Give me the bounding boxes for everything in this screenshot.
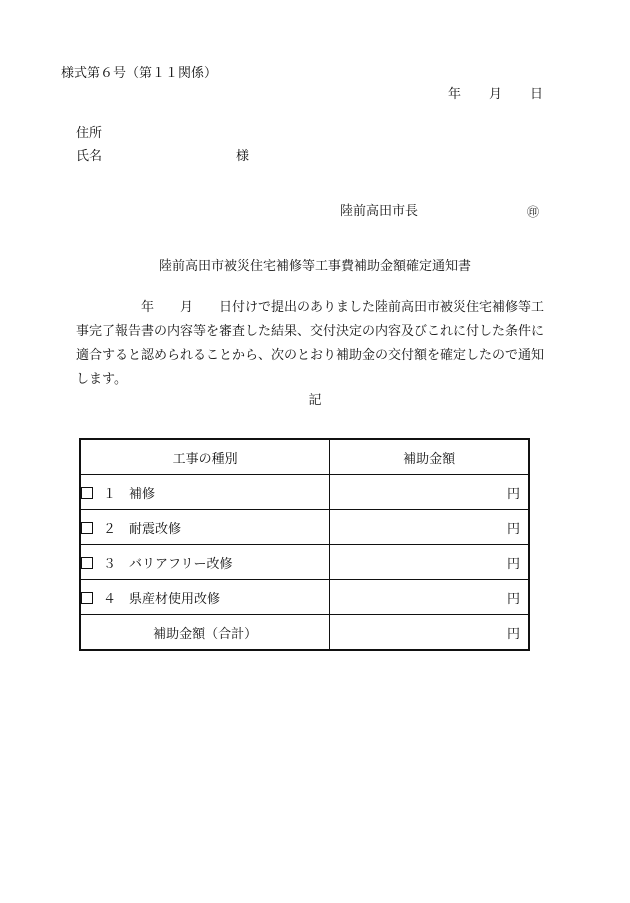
work-type-cell bbox=[80, 545, 330, 580]
yen-unit: 円 bbox=[506, 591, 520, 607]
yen-unit: 円 bbox=[506, 486, 520, 502]
amount-cell[interactable] bbox=[330, 510, 529, 545]
work-type-cell bbox=[80, 510, 330, 545]
table-row bbox=[80, 580, 529, 615]
item-label: 県産材使用改修 bbox=[129, 591, 221, 607]
address-label: 住所 bbox=[76, 126, 103, 141]
body-line: します。 bbox=[76, 372, 127, 387]
item-label: 耐震改修 bbox=[129, 521, 182, 537]
table-row bbox=[80, 475, 529, 510]
document-title: 陸前高田市被災住宅補修等工事費補助金額確定通知書 bbox=[158, 259, 471, 274]
item-number: ４ bbox=[103, 591, 117, 607]
yen-unit: 円 bbox=[506, 556, 520, 572]
date-year: 年 bbox=[448, 87, 462, 102]
amount-cell[interactable] bbox=[330, 580, 529, 615]
checkbox[interactable] bbox=[81, 592, 93, 604]
header-work-type: 工事の種別 bbox=[80, 439, 330, 475]
body-line: 事完了報告書の内容等を審査した結果、交付決定の内容及びこれに付した条件に bbox=[76, 324, 545, 339]
item-number: ２ bbox=[103, 521, 117, 537]
item-number: １ bbox=[103, 486, 117, 502]
yen-unit: 円 bbox=[506, 626, 520, 642]
amount-cell[interactable] bbox=[330, 475, 529, 510]
issuer-name: 陸前高田市長 bbox=[340, 204, 419, 219]
honorific: 様 bbox=[236, 149, 250, 164]
yen-unit: 円 bbox=[506, 521, 520, 537]
name-label: 氏名 bbox=[76, 149, 103, 164]
table-header-row bbox=[80, 439, 529, 475]
work-type-cell bbox=[80, 475, 330, 510]
item-label: バリアフリー改修 bbox=[129, 556, 233, 572]
item-label: 補修 bbox=[129, 486, 156, 502]
date-day: 日 bbox=[530, 87, 544, 102]
work-type-cell bbox=[80, 580, 330, 615]
seal-mark: ㊞ bbox=[527, 205, 540, 219]
checkbox[interactable] bbox=[81, 487, 93, 499]
table-row bbox=[80, 545, 529, 580]
form-number: 様式第６号（第１１関係） bbox=[61, 66, 218, 81]
checkbox[interactable] bbox=[81, 522, 93, 534]
total-label: 補助金額（合計） bbox=[80, 615, 330, 651]
header-amount: 補助金額 bbox=[330, 439, 529, 475]
subsidy-table bbox=[79, 438, 530, 651]
ki-heading: 記 bbox=[308, 393, 322, 408]
body-line: 年 月 日付けで提出のありました陸前高田市被災住宅補修等工 bbox=[76, 300, 545, 315]
body-line: 適合すると認められることから、次のとおり補助金の交付額を確定したので通知 bbox=[76, 348, 545, 363]
date-line bbox=[448, 87, 543, 103]
body-text bbox=[76, 296, 554, 392]
total-amount-cell[interactable] bbox=[330, 615, 529, 651]
checkbox[interactable] bbox=[81, 557, 93, 569]
amount-cell[interactable] bbox=[330, 545, 529, 580]
date-month: 月 bbox=[489, 87, 503, 102]
item-number: ３ bbox=[103, 556, 117, 572]
table-total-row bbox=[80, 615, 529, 651]
table-row bbox=[80, 510, 529, 545]
